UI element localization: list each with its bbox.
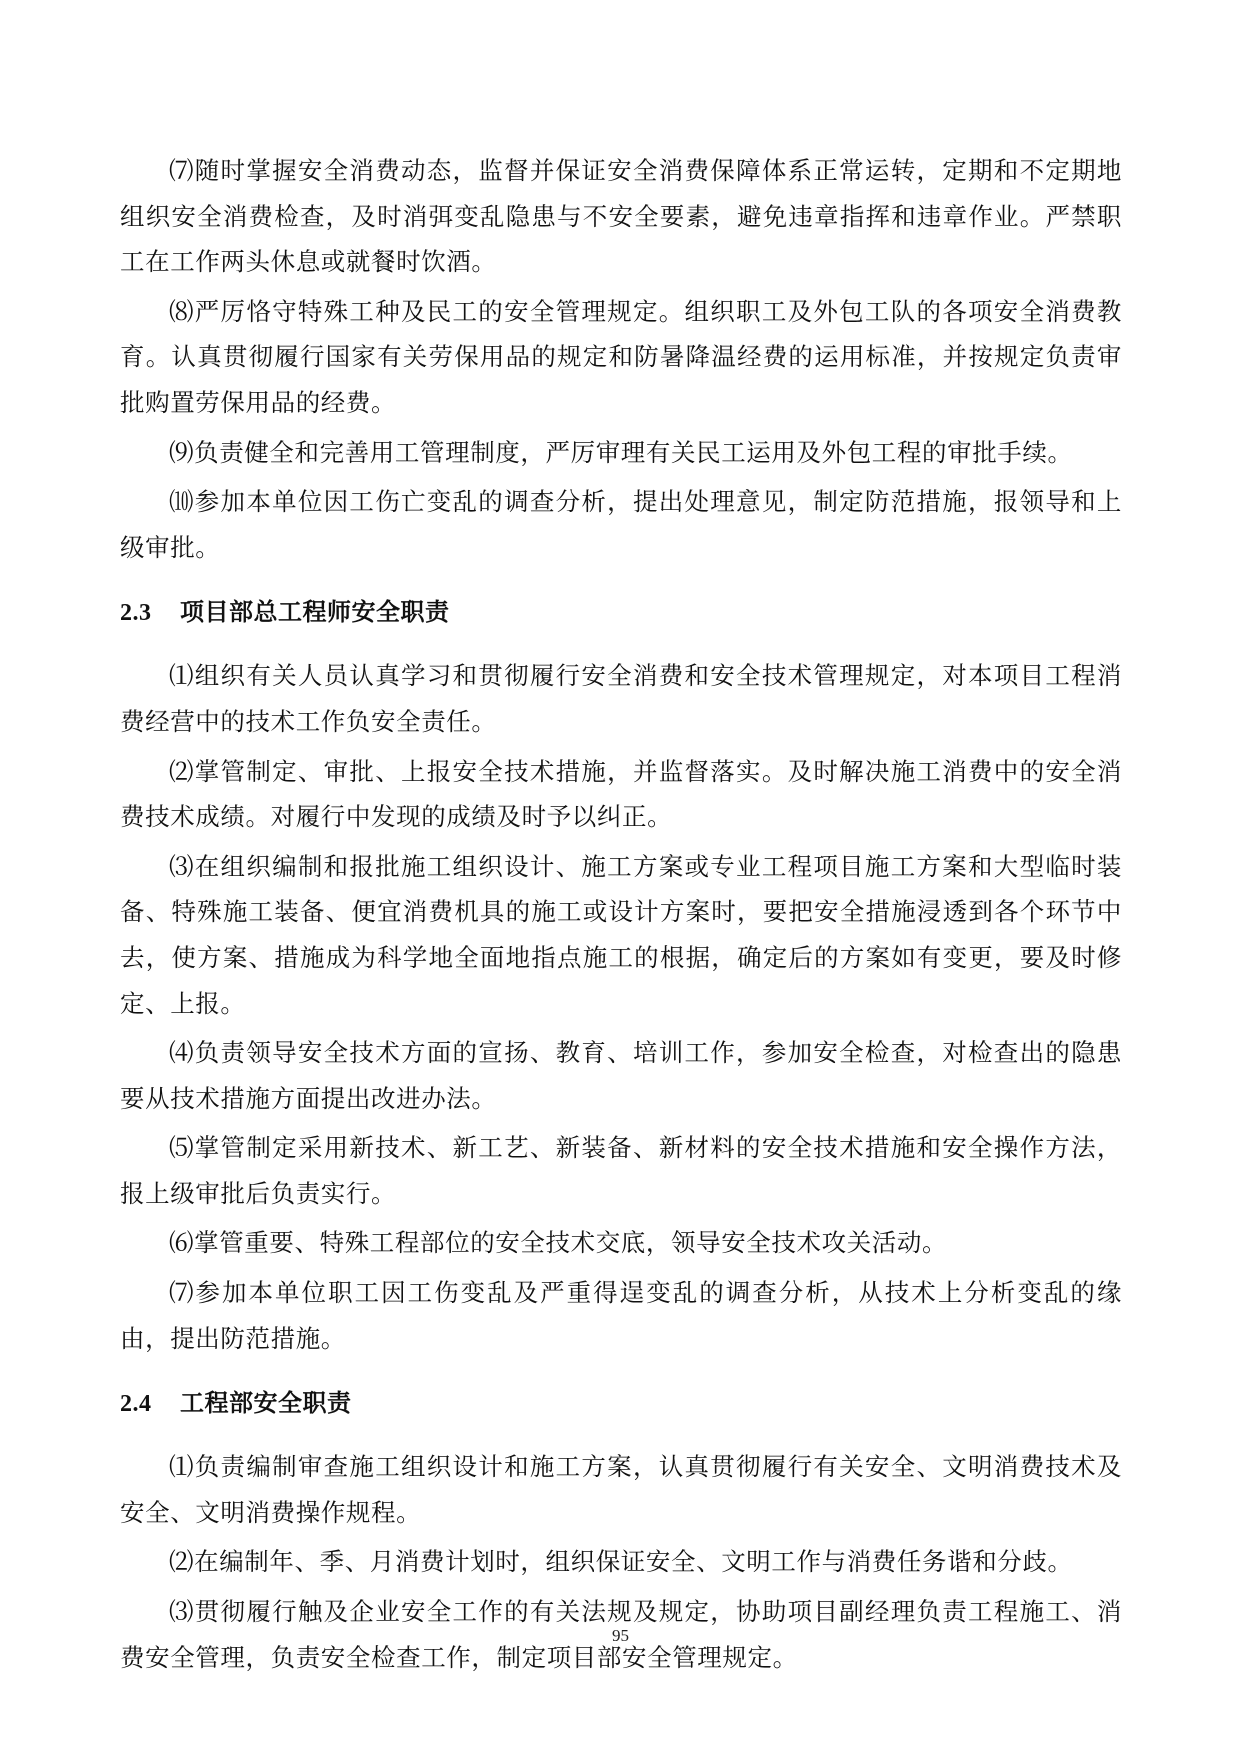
paragraph-item-8: ⑻严厉恪守特殊工种及民工的安全管理规定。组织职工及外包工队的各项安全消费教育。认真贯彻履行国家有关劳保用品的规定和防暑降温经费的运用标准，并按规定负责审批购置劳保用品的经费。 bbox=[120, 296, 1122, 417]
paragraph-item-3: ⑶在组织编制和报批施工组织设计、施工方案或专业工程项目施工方案和大型临时装备、特殊施工装备、便宜消费机具的施工或设计方案时，要把安全措施浸透到各个环节中去，使方案、措施成为科学地全面地指点施工的根据，确定后的方案如有变更，要及时修定、上报。 bbox=[120, 851, 1122, 1018]
section-title: 工程部安全职责 bbox=[180, 1389, 352, 1418]
document-page bbox=[120, 148, 1122, 1684]
paragraph-item-6: ⑹掌管重要、特殊工程部位的安全技术交底，领导安全技术攻关活动。 bbox=[169, 1228, 948, 1258]
section-title: 项目部总工程师安全职责 bbox=[180, 598, 450, 627]
section-number: 2.3 bbox=[120, 600, 152, 627]
paragraph-item-2: ⑵掌管制定、审批、上报安全技术措施，并监督落实。及时解决施工消费中的安全消费技术成绩。对履行中发现的成绩及时予以纠正。 bbox=[120, 756, 1122, 832]
paragraph-item-7: ⑺随时掌握安全消费动态，监督并保证安全消费保障体系正常运转，定期和不定期地组织安全消费检查，及时消弭变乱隐患与不安全要素，避免违章指挥和违章作业。严禁职工在工作两头休息或就餐时饮酒。 bbox=[120, 156, 1122, 277]
paragraph-item-9: ⑼负责健全和完善用工管理制度，严厉审理有关民工运用及外包工程的审批手续。 bbox=[169, 437, 1073, 467]
paragraph-item-3: ⑶贯彻履行触及企业安全工作的有关法规及规定，协助项目副经理负责工程施工、消费安全管理，负责安全检查工作，制定项目部安全管理规定。 bbox=[120, 1597, 1122, 1672]
paragraph-item-7: ⑺参加本单位职工因工伤变乱及严重得逞变乱的调查分析，从技术上分析变乱的缘由，提出防范措施。 bbox=[120, 1278, 1122, 1353]
paragraph-item-4: ⑷负责领导安全技术方面的宣扬、教育、培训工作，参加安全检查，对检查出的隐患要从技术措施方面提出改进办法。 bbox=[120, 1038, 1122, 1113]
section-heading-2-4 bbox=[120, 1379, 1122, 1428]
page-number: 95 bbox=[612, 1626, 629, 1645]
section-heading-2-3 bbox=[120, 588, 1122, 637]
paragraph-item-2: ⑵在编制年、季、月消费计划时，组织保证安全、文明工作与消费任务谐和分歧。 bbox=[169, 1547, 1073, 1577]
paragraph-item-1: ⑴负责编制审查施工组织设计和施工方案，认真贯彻履行有关安全、文明消费技术及安全、文明消费操作规程。 bbox=[120, 1452, 1122, 1527]
paragraph-item-10: ⑽参加本单位因工伤亡变乱的调查分析，提出处理意见，制定防范措施，报领导和上级审批。 bbox=[120, 487, 1122, 562]
paragraph-item-1: ⑴组织有关人员认真学习和贯彻履行安全消费和安全技术管理规定，对本项目工程消费经营中的技术工作负安全责任。 bbox=[120, 661, 1122, 736]
section-number: 2.4 bbox=[120, 1391, 152, 1418]
paragraph-item-5: ⑸掌管制定采用新技术、新工艺、新装备、新材料的安全技术措施和安全操作方法，报上级审批后负责实行。 bbox=[120, 1133, 1122, 1208]
